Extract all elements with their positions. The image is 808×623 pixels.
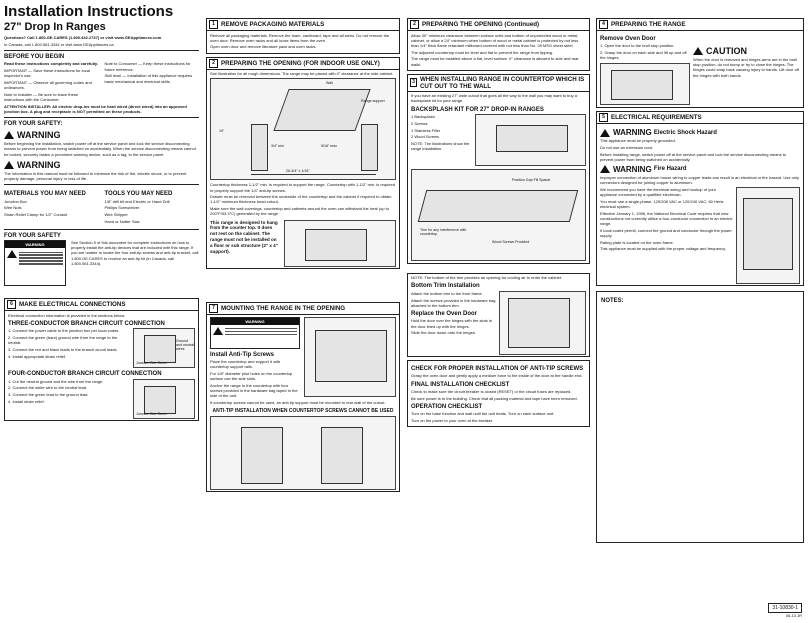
bottom-trim-title: Bottom Trim Installation [411, 283, 480, 290]
anti-tip-alt-title: ANTI-TIP INSTALLATION WHEN COUNTERTOP SCREWS CANNOT BE USED [212, 408, 394, 415]
safety2-title: FOR YOUR SAFETY [4, 232, 61, 239]
hang-note: This range is designed to hang from the counter top. It does not rest on the cabinet. The range must not be installed on a floor or sub structure (2" x 4" support). [210, 219, 278, 254]
replace-oven-door-title: Replace the Oven Door [411, 310, 478, 317]
check-anti-tip-title: CHECK FOR PROPER INSTALLATION OF ANTI-TIP SCREWS [411, 365, 584, 372]
tool-item: Phillips Screwdriver [104, 205, 140, 211]
caution-icon [693, 47, 703, 55]
page-subtitle: 27" Drop In Ranges [4, 21, 106, 33]
caution-heading: CAUTION [693, 46, 800, 56]
note-consumer: Note to Consumer — Keep these instructions for future reference. [104, 61, 191, 72]
opening-diagram: Wall Range support 3/4" min 9/16" max 26-3/4" ± 1/16" 19" [210, 78, 396, 180]
safety2-text: See Section 5 of this document for complete instructions on how to properly install the anti-tip devices that are included with this range. If you are unable to locate the four anti-tip screws and anti-tip bracket, call 1.800.GE.CARES to receive an anti-tip kit (in Canada, call 1.800.561.3344). [71, 240, 199, 266]
tool-item: 1/8" drill bit and Electric or Hand Drill [104, 198, 170, 204]
material-item: Strain Relief Clamp for 1/2" Conduit [4, 212, 68, 218]
tools-title: TOOLS YOU MAY NEED [104, 191, 173, 198]
page-title: Installation Instructions [4, 3, 174, 20]
warning-icon [213, 327, 223, 335]
material-item: Wire Nuts [4, 205, 22, 211]
section-remove-packaging: 1 REMOVE PACKAGING MATERIALS Remove all packaging materials. Remove the foam, cardboard, tape and all wires. Do not remove the oven door. Remove oven racks and all loose items from the oven. Open oven door and remove literature pack and oven racks. [206, 18, 400, 54]
fire-heading: WARNING Fire Hazard [600, 165, 800, 174]
document-number: 31-10830-1 [768, 603, 802, 613]
before-text: Read these instructions completely and carefully. [4, 61, 98, 67]
shock-heading: WARNING Electric Shock Hazard [600, 128, 800, 137]
section-mounting: 7 MOUNTING THE RANGE IN THE OPENING WARNING Install Anti-Tip Screws Place the countertop and support it with countertop support rails. For 1/8" diameter pilot holes on the countertop surface use the side slots. Anchor the range to the countertop with four screws provided in the hardware bag taped to the side of the unit. If countertop screws cannot be used, an anti-tip support must be mounted to rear wall of the cutout. ANTI-TIP INSTALLATION WHEN COUNTERTOP SCREWS CANNOT BE USED [206, 302, 400, 492]
attention-installer: ATTENTION INSTALLER: All electric drop-ins must be hard wired (direct wired) into an approved junction box. A plug and receptacle is NOT permitted on these products. [4, 103, 187, 115]
canada-line: In Canada, call 1.800.561.3344 or visit www.GEAppliances.ca [4, 41, 114, 47]
notes-title: NOTES: [601, 298, 624, 305]
final-checklist-title: FINAL INSTALLATION CHECKLIST [411, 381, 510, 388]
tool-item: Wire Stripper [104, 212, 128, 218]
document-date: 05-13 JR [785, 613, 802, 618]
backsplash-title: BACKSPLASH KIT FOR 27" DROP-IN RANGES [411, 106, 544, 113]
questions-line: Questions? Call 1.800.GE.CARES (1.800.432.2737) or visit www.GEAppliances.com [4, 35, 162, 40]
backsplash-intro: If you have an existing 27" wide cutout that goes all the way to the wall you may want to buy a backsplash kit for your range. [411, 93, 577, 104]
section-preparing-range: 4 PREPARING THE RANGE Remove Oven Door 1. Open the door to the broil stop position. 2. Grasp the door on each side and lift up and off the hinges. CAUTION When the door is removed and hinges arms are in the broil stop position, do not bump or try to close the hinges. The hinges could snap back causing injury to hands. Lift door off the hinges with both hands. [596, 18, 804, 108]
install-anti-tip-title: Install Anti-Tip Screws [210, 351, 275, 358]
warning-icon [4, 131, 14, 139]
warning-label-graphic: WARNING [210, 317, 300, 349]
warning-label-graphic: WARNING [4, 240, 66, 286]
warning-heading-2: WARNING [4, 160, 199, 170]
note-installer: Note to Installer — Be sure to leave these instructions with the Consumer. [4, 91, 79, 103]
warning-icon [7, 250, 17, 258]
safety-title: FOR YOUR SAFETY: [4, 121, 63, 128]
warning-icon [600, 165, 610, 173]
section-countertop-cutout: 3 WHEN INSTALLING RANGE IN COUNTERTOP WHICH IS CUT OUT TO THE WALL If you have an existing 27" wide cutout that goes all the way to the wall you may want to buy a backsplash kit for your range. BACKSPLASH KIT FOR 27" DROP-IN RANGES 1 Backsplash 2 Screws 1 Stainless Filler 2 Wood Screws NOTE: The illustrations show the range installation. Position Gap Fill Spacer Wood Screws Provided Trim for any interference with countertop [407, 74, 590, 264]
four-conductor-title: FOUR-CONDUCTOR BRANCH CIRCUIT CONNECTION [8, 371, 162, 378]
remove-oven-door-title: Remove Oven Door [600, 35, 656, 42]
warning-icon [4, 161, 14, 169]
section-make-electrical-connections: 6 MAKE ELECTRICAL CONNECTIONS Electrical connection information is provided in the sections below. THREE-CONDUCTOR BRANCH CIRCUIT CONNECTION 1. Connect the power cable to the junction box per local codes. 2. Connect the green (bare) ground wire from the range to the neutral. 3. Connect the red and black leads to the branch circuit leads. 4. Install appropriate strain relief. Junction Box Cover Ground and neutral wires FOUR-CONDUCTOR BRANCH CIRCUIT CONNECTION 1. Cut the neutral ground and the wire from the range. 2. Connect the white wire to the neutral lead. 3. Connect the green lead to the ground lead. 4. Install strain relief. Junction Box Cover [4, 298, 199, 421]
safety-text-2: The information in this manual must be followed to minimize the risk of fire, electric shock, or to prevent property damage, personal injury or loss of life. [4, 170, 187, 182]
section-preparing-opening: 2 PREPARING THE OPENING (FOR INDOOR USE ONLY) See illustration for all rough dimensions. The range may be placed with 0" clearance at the side cabinet. Wall Range support 3/4" min 9/16" max 26-3/4" ± 1/16" 19" Countertop thickness 1-1/2" min. is required to support the range. Countertop with 1-1/2" min. is required to properly support the 1/4" anti-tip screws. Drawer must be removed between the underside of the countertop and the cabinet if required to obtain 1-1/2" minimum thickness bead cutout. Make sure the wall coverings, countertop and cabinets around the oven can withstand the heat (up to 200°F/93.3°C) generated by the range. This range is designed to hang from the counter top. It does not rest on the cabinet. The range must not be installed on a floor or sub structure (2" x 4" support). [206, 57, 400, 269]
three-conductor-title: THREE-CONDUCTOR BRANCH CIRCUIT CONNECTION [8, 320, 165, 327]
section-electrical-requirements: 5 ELECTRICAL REQUIREMENTS WARNING Electric Shock Hazard This appliance must be properly grounded. Do not use an extension cord. Before installing range, switch power off at the service panel and lock the service disconnecting means to prevent power from being switched on accidentally. WARNING Fire Hazard Improper connection of aluminum house wiring to copper leads can result in an electrical or fire hazard. Use only connectors designed for joining copper to aluminum. We recommend you have the electrical wiring and hookup of your appliance connected by a qualified electrician. You must use a single-phase, 120/208 VAC or 120/240 VAC, 60 Hertz electrical system. Effective January 1, 1996, the National Electrical Code requires that new constructions not currently utilize a four-conductor connection to an electric range. If local codes permit, connect the ground and conductor through the power supply. Rating plate is located on the oven frame. This appliance must be supplied with the proper voltage and frequency. [596, 111, 804, 287]
column-2 [206, 0, 400, 495]
material-item: Junction Box [4, 198, 27, 204]
safety-text-1: Before beginning the installation, switch power off at the service panel and lock the service disconnecting means to prevent power from being switched on accidentally. When the service disconnecting means cannot be locked, securely fasten a prominent warning device, such as a tag, to the service panel. [4, 141, 196, 157]
warning-icon [600, 129, 610, 137]
warning-heading-1: WARNING [4, 130, 199, 140]
notes-box [596, 291, 804, 543]
column-3 [407, 0, 590, 430]
important-1: IMPORTANT — Save these instructions for local inspector's use. [4, 68, 90, 79]
tool-item: Hand or Nutter Saw [104, 218, 140, 224]
before-you-begin-title: BEFORE YOU BEGIN [4, 53, 65, 60]
column-1 [4, 0, 199, 424]
column-4 [596, 0, 804, 618]
skill-level: Skill level — Installation of this appliance requires basic mechanical and electrical skills. [104, 73, 193, 84]
materials-title: MATERIALS YOU MAY NEED [4, 191, 86, 198]
operation-checklist-title: OPERATION CHECKLIST [411, 403, 483, 410]
section-preparing-opening-continued: 2 PREPARING THE OPENING (Continued) Allow 30" minimum clearance between surface units and bottom of unprotected wood or metal cabinet, or allow a 24" minimum when bottom of wood or metal cabinet is protected by not less than 1/4" thick flame retardant millboard covered with not less than No. 28 MSG sheet steel. The adjacent countertop must be level and flat to prevent the range from tipping. The range must be installed above a flat, level surface. 0" clearance is allowed to side and rear walls. [407, 18, 590, 71]
important-2: IMPORTANT — Observe all governing codes and ordinances. [4, 80, 92, 91]
section-checklists: CHECK FOR PROPER INSTALLATION OF ANTI-TIP SCREWS Grasp the oven door and gently apply a medium force to the inside of the door at the handle end. FINAL INSTALLATION CHECKLIST Check to make sure the circuit breaker is closed (RESET) or the circuit fuses are replaced. Be sure power is to the building. Check that all packing material and tape have been removed. OPERATION CHECKLIST Turn on the bake function and wait until the unit heats. Turn on each surface unit. Turn on the power to your oven at the breaker. [407, 360, 590, 427]
backsplash-diagram: Position Gap Fill Spacer Wood Screws Provided Trim for any interference with countertop [411, 169, 586, 261]
section-oven-door: NOTE: The bottom of the trim provides an opening for cooling air to enter the cabinet. Bottom Trim Installation Attach the bottom trim to the front frame. Attach the screws provided in the hardware bag attached to the bottom trim. Replace the Oven Door Hold the door over the hinges with the slots in the door lined up with the hinges. Slide the door down onto the hinges. [407, 273, 590, 358]
